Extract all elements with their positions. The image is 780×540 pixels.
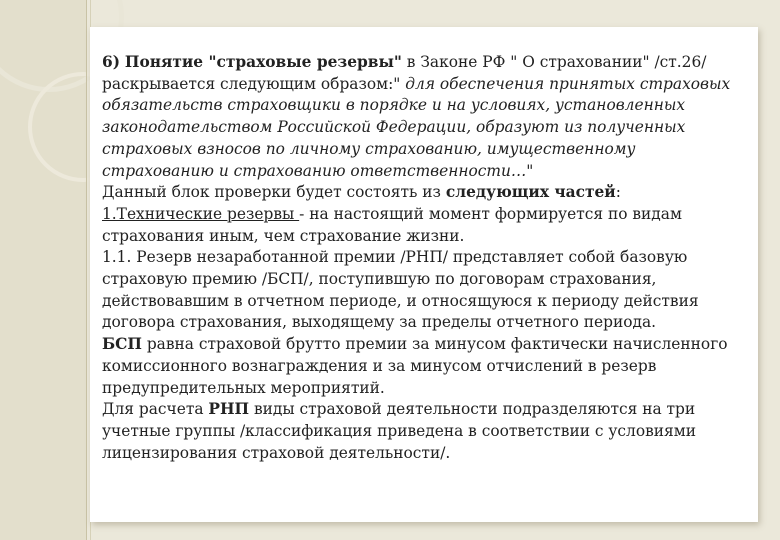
item-number: 6) [102, 53, 120, 71]
paragraph-rnp [102, 247, 742, 334]
divider-line [86, 0, 87, 540]
text: : [615, 183, 621, 202]
concept-term: Понятие "страховые резервы" [124, 53, 402, 71]
text: Для расчета [102, 400, 209, 419]
paragraph-definition [102, 52, 742, 182]
paragraph-block-parts [102, 182, 742, 204]
rnp-term: РНП [208, 400, 250, 419]
paragraph-bsp [102, 334, 742, 399]
body-text [102, 52, 742, 464]
text: - на настоящий момент формируется по видам страхования иным, чем страхование жизни. [102, 204, 682, 245]
text: виды страховой деятельности подразделяются на три учетные группы /классификация приведена в соответствии с условиями лицензирования страховой деятельности/. [102, 400, 696, 462]
text: 1.1. Резерв незаработанной премии /РНП/ представляет собой базовую страховую премию /БСП/, поступившую по договорам страхования, действовавшим в отчетном периоде, и относящуюся к периоду действия договора страхования, выходящему за пределы отчетного периода. [102, 248, 699, 332]
technical-reserves-heading: 1.Технические резервы [102, 204, 300, 223]
text: Данный блок проверки будет состоять из [102, 183, 446, 202]
text: равна страховой брутто премии за минусом фактически начисленного комиссионного вознаграждения и за минусом отчислений в резерв предупредительных мероприятий. [102, 335, 728, 397]
bsp-term: БСП [102, 335, 142, 354]
law-quote: для обеспечения принятых страховых обязательств страховщики в порядке и на условиях, установленных законодательством Российской Федерации, образуют из полученных страховых взносов по личному страхованию, имущественному страхованию и страхованию ответственности…" [102, 74, 731, 180]
paragraph-technical-reserves [102, 204, 742, 247]
lead-text: в Законе РФ " О страховании" /ст.26/ раскрывается следующим образом:" [102, 53, 707, 93]
parts-term: следующих частей [445, 183, 616, 202]
paragraph-groups [102, 399, 742, 464]
